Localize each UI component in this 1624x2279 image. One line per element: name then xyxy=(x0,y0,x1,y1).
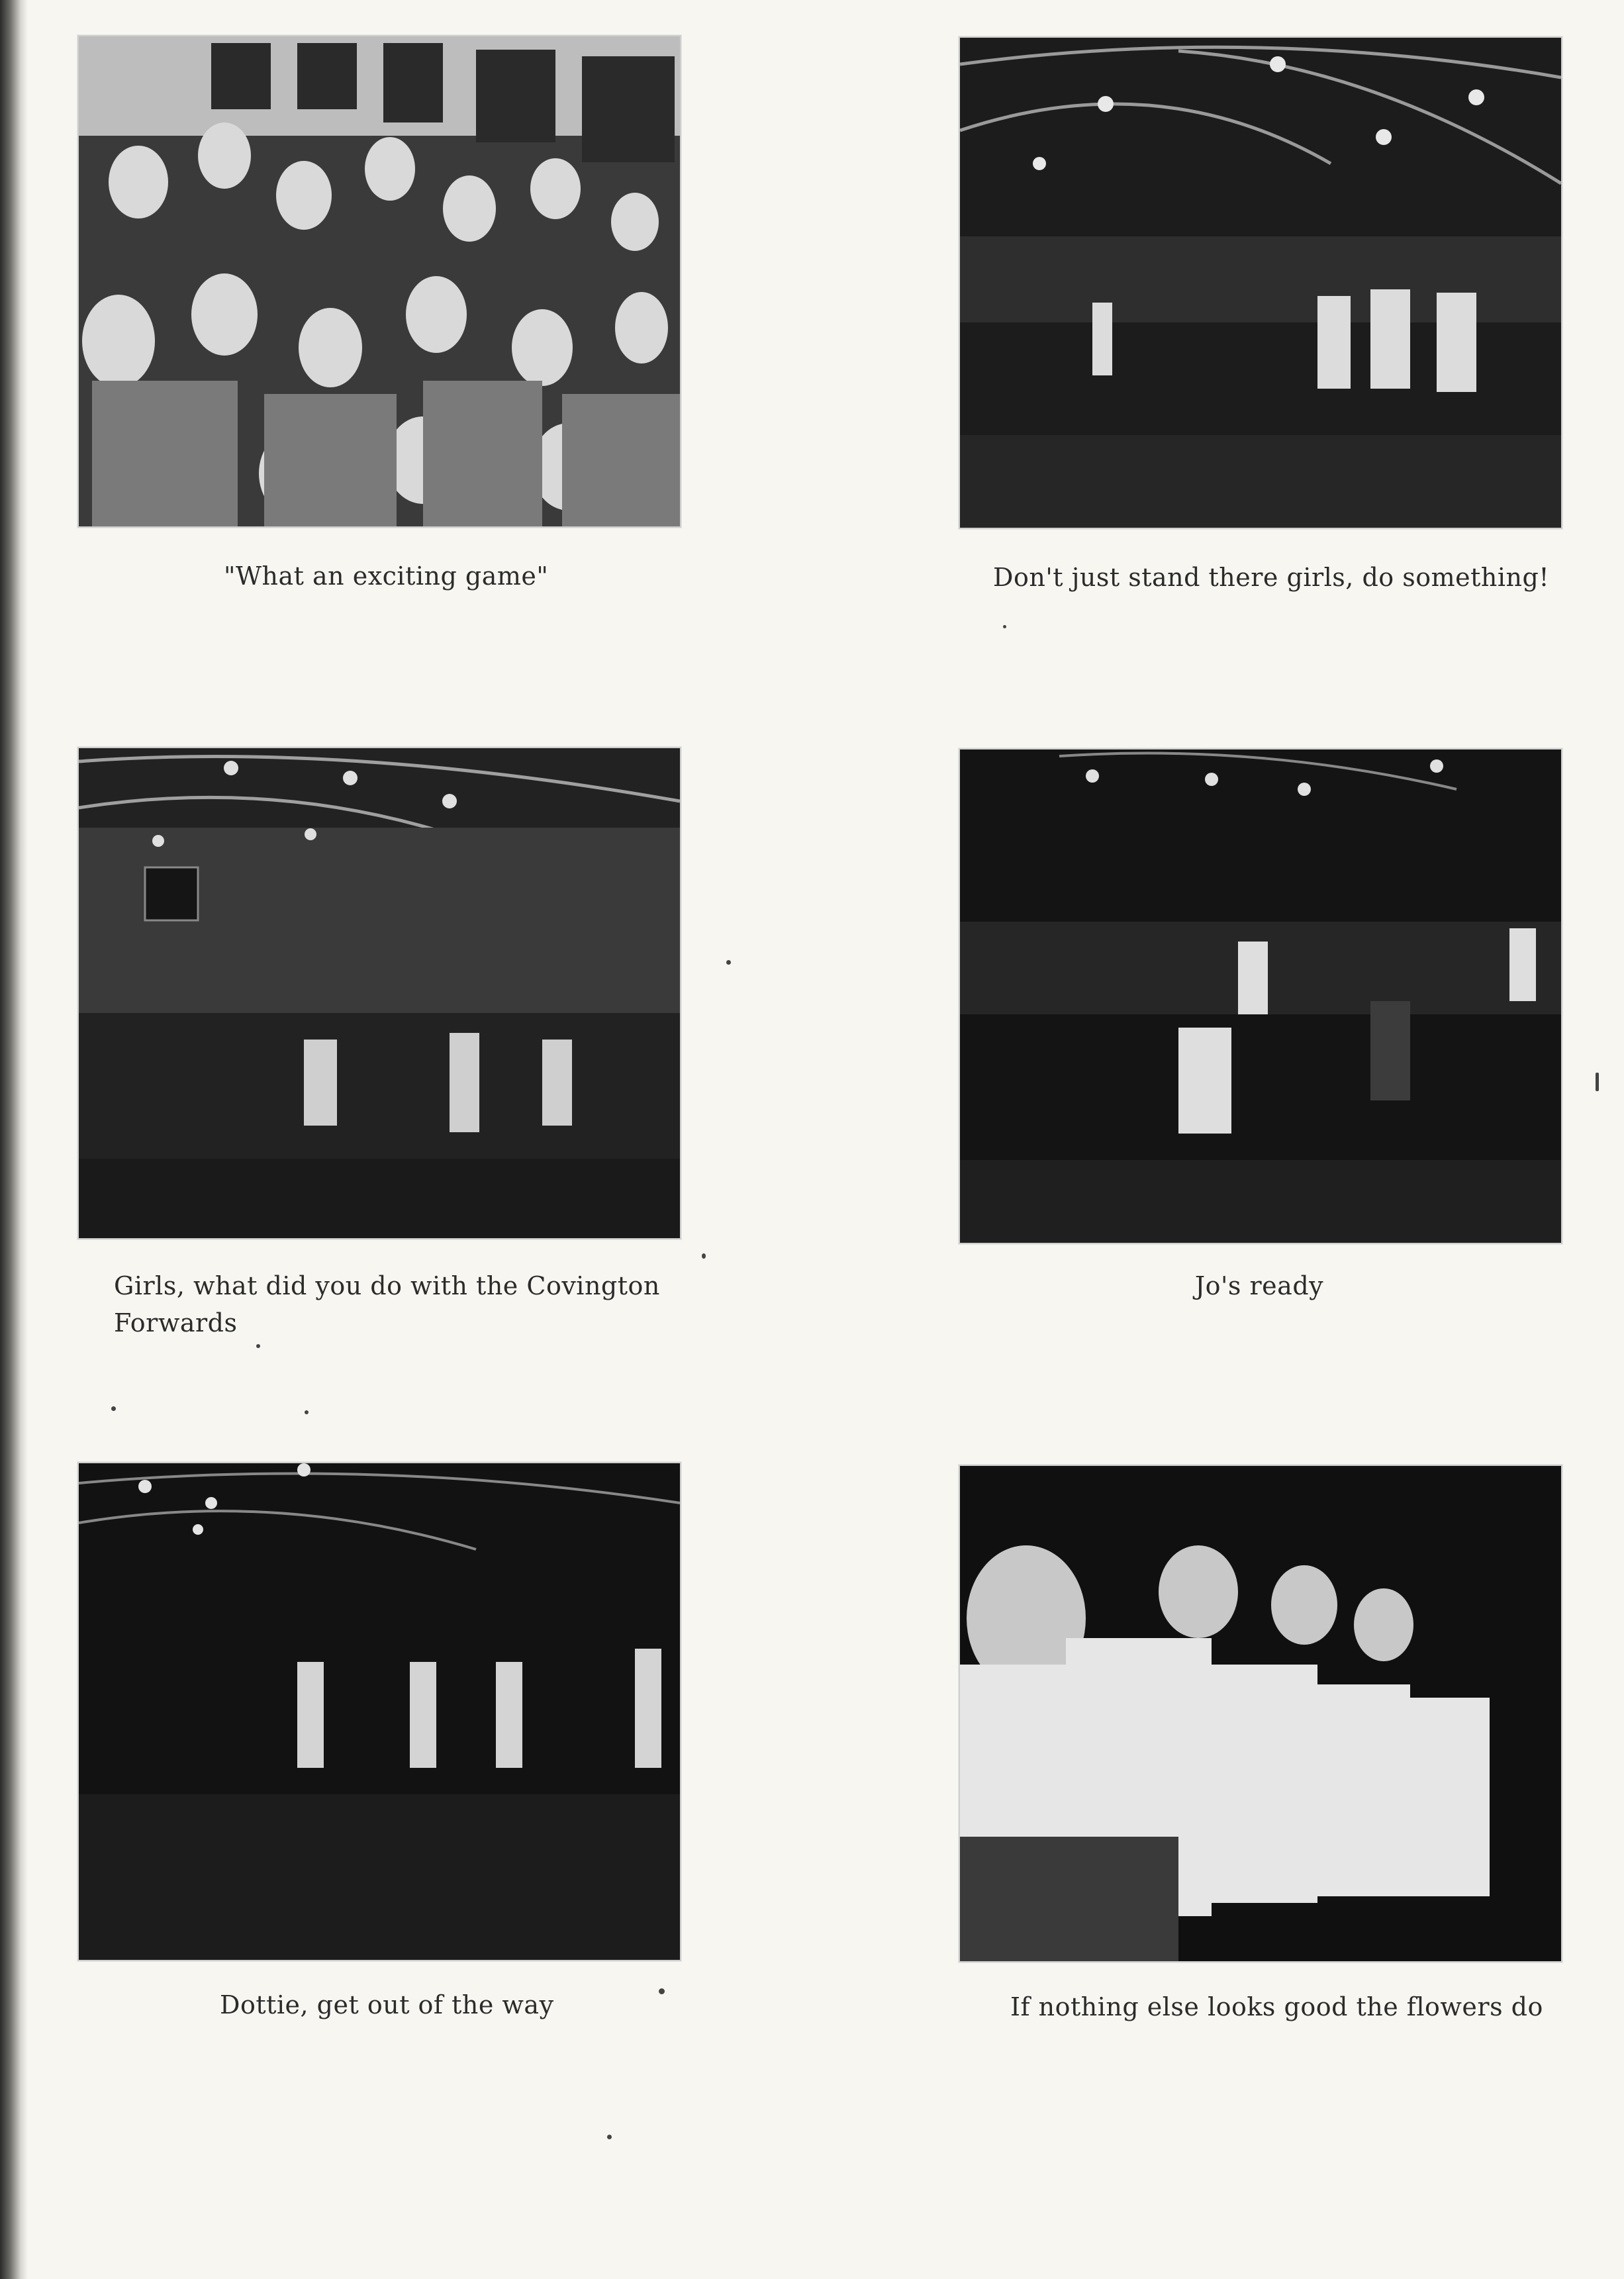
photo-covington-forwards-caption: Girls, what did you do with the Covington Forwards xyxy=(114,1271,660,1337)
print-speck xyxy=(659,1988,665,1994)
photo-jo-ready xyxy=(959,748,1562,1244)
print-speck xyxy=(726,960,731,965)
photo-girls-with-flowers-caption: If nothing else looks good the flowers do xyxy=(1010,1992,1543,2021)
photo-covington-forwards xyxy=(77,747,681,1239)
print-speck xyxy=(305,1410,309,1414)
photo-crowd-in-stands xyxy=(77,35,681,528)
photo-crowd-in-stands-caption: "What an exciting game" xyxy=(224,561,549,591)
print-speck xyxy=(256,1344,260,1348)
photo-dottie-on-court-caption: Dottie, get out of the way xyxy=(220,1990,554,2019)
print-speck xyxy=(607,2135,612,2139)
print-speck xyxy=(1003,625,1006,628)
print-speck xyxy=(111,1406,116,1411)
print-speck xyxy=(1596,1073,1599,1091)
photo-gym-game-players-caption: Don't just stand there girls, do something! xyxy=(993,563,1550,592)
page-binding-edge xyxy=(0,0,28,2279)
photo-gym-game-players xyxy=(959,36,1562,529)
photo-jo-ready-caption: Jo's ready xyxy=(1194,1271,1324,1300)
photo-dottie-on-court xyxy=(77,1462,681,1961)
print-speck xyxy=(702,1253,706,1259)
photo-girls-with-flowers xyxy=(959,1465,1562,1963)
